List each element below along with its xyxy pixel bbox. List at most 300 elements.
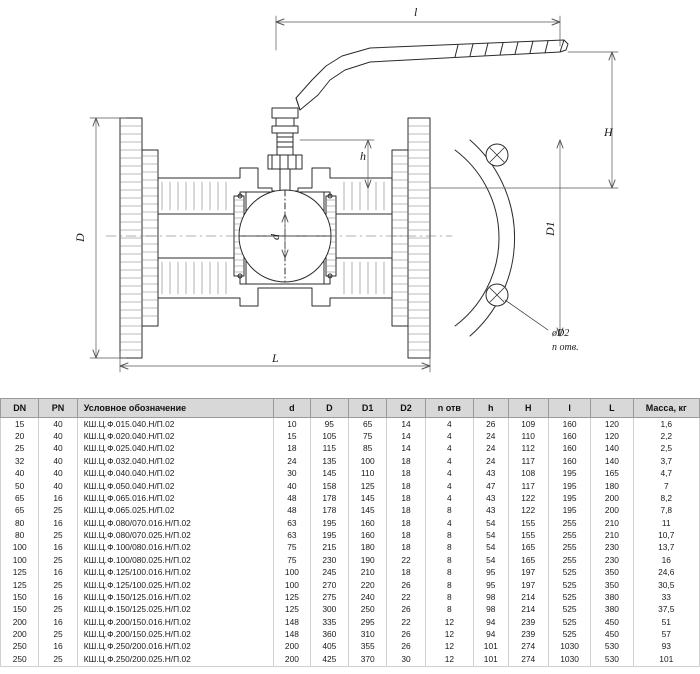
table-cell: КШ.Ц.Ф.100/080.016.Н/П.02 <box>77 542 273 554</box>
table-cell: 26 <box>387 628 425 640</box>
table-cell: 250 <box>349 604 387 616</box>
table-cell: 405 <box>310 641 348 653</box>
col-n-otv: n отв <box>425 399 473 418</box>
table-cell: КШ.Ц.Ф.125/100.016.Н/П.02 <box>77 567 273 579</box>
table-cell: 11 <box>633 517 699 529</box>
table-cell: 380 <box>591 604 633 616</box>
table-cell: 125 <box>274 604 310 616</box>
table-cell: 335 <box>310 616 348 628</box>
table-cell: 150 <box>1 604 39 616</box>
table-cell: 25 <box>39 628 77 640</box>
table-cell: 10,7 <box>633 529 699 541</box>
table-cell: 230 <box>591 542 633 554</box>
table-cell: 54 <box>474 517 509 529</box>
table-cell: 255 <box>548 517 590 529</box>
table-cell: 525 <box>548 591 590 603</box>
table-cell: 18 <box>387 492 425 504</box>
dim-label-n-otv: n отв. <box>552 342 579 353</box>
table-cell: 274 <box>508 641 548 653</box>
col-d: d <box>274 399 310 418</box>
table-cell: 200 <box>274 653 310 666</box>
table-cell: 20 <box>1 430 39 442</box>
table-cell: 195 <box>310 517 348 529</box>
table-cell: 155 <box>508 529 548 541</box>
col-mass: Масса, кг <box>633 399 699 418</box>
table-cell: 200 <box>591 505 633 517</box>
table-cell: 109 <box>508 418 548 431</box>
table-cell: 360 <box>310 628 348 640</box>
table-cell: 145 <box>349 505 387 517</box>
table-cell: 117 <box>508 455 548 467</box>
table-cell: 117 <box>508 480 548 492</box>
table-cell: 54 <box>474 542 509 554</box>
dim-label-D2: øD2 <box>552 328 570 339</box>
table-cell: 230 <box>591 554 633 566</box>
table-cell: 8 <box>425 542 473 554</box>
table-cell: 200 <box>1 616 39 628</box>
table-cell: 122 <box>508 505 548 517</box>
table-cell: 16 <box>39 616 77 628</box>
table-cell: КШ.Ц.Ф.125/100.025.Н/П.02 <box>77 579 273 591</box>
table-cell: 4 <box>425 517 473 529</box>
table-cell: 8 <box>425 591 473 603</box>
table-cell: 75 <box>274 542 310 554</box>
table-cell: 101 <box>474 653 509 666</box>
bolt-circle-view <box>455 140 548 336</box>
table-cell: 239 <box>508 628 548 640</box>
table-cell: 120 <box>591 418 633 431</box>
table-row <box>1 418 700 431</box>
table-cell: 95 <box>474 567 509 579</box>
table-cell: 15 <box>274 430 310 442</box>
col-L: L <box>591 399 633 418</box>
table-cell: 25 <box>39 604 77 616</box>
table-cell: 350 <box>591 567 633 579</box>
table-row <box>1 505 700 517</box>
table-row <box>1 604 700 616</box>
table-cell: 40 <box>39 418 77 431</box>
table-cell: 122 <box>508 492 548 504</box>
table-cell: КШ.Ц.Ф.080/070.016.Н/П.02 <box>77 517 273 529</box>
table-cell: 140 <box>591 443 633 455</box>
table-row <box>1 567 700 579</box>
table-cell: 380 <box>591 591 633 603</box>
table-cell: 54 <box>474 529 509 541</box>
col-dn: DN <box>1 399 39 418</box>
table-row <box>1 641 700 653</box>
table-row <box>1 579 700 591</box>
table-cell: 16 <box>39 517 77 529</box>
dim-label-d: d <box>268 234 282 240</box>
table-cell: КШ.Ц.Ф.025.040.Н/П.02 <box>77 443 273 455</box>
table-cell: 240 <box>349 591 387 603</box>
table-cell: 525 <box>548 579 590 591</box>
table-row <box>1 430 700 442</box>
table-cell: 270 <box>310 579 348 591</box>
table-cell: 100 <box>274 567 310 579</box>
col-pn: PN <box>39 399 77 418</box>
table-cell: 4 <box>425 443 473 455</box>
table-cell: КШ.Ц.Ф.100/080.025.Н/П.02 <box>77 554 273 566</box>
table-cell: 26 <box>387 604 425 616</box>
table-cell: 40 <box>39 480 77 492</box>
table-row <box>1 468 700 480</box>
table-cell: 4 <box>425 468 473 480</box>
table-cell: 57 <box>633 628 699 640</box>
table-cell: 210 <box>349 567 387 579</box>
table-cell: 195 <box>548 492 590 504</box>
table-cell: 148 <box>274 628 310 640</box>
table-cell: 18 <box>387 468 425 480</box>
table-cell: 18 <box>387 480 425 492</box>
table-cell: КШ.Ц.Ф.150/125.016.Н/П.02 <box>77 591 273 603</box>
table-cell: 525 <box>548 604 590 616</box>
table-cell: 75 <box>274 554 310 566</box>
col-H: H <box>508 399 548 418</box>
col-D1: D1 <box>349 399 387 418</box>
table-cell: 1030 <box>548 641 590 653</box>
table-cell: 145 <box>310 468 348 480</box>
table-cell: 115 <box>310 443 348 455</box>
table-cell: 98 <box>474 591 509 603</box>
table-cell: 51 <box>633 616 699 628</box>
lever-handle <box>296 40 568 110</box>
table-cell: 250 <box>1 653 39 666</box>
table-cell: 165 <box>508 554 548 566</box>
table-cell: 8 <box>425 567 473 579</box>
left-flange <box>120 118 158 358</box>
table-cell: 110 <box>508 430 548 442</box>
table-cell: 165 <box>508 542 548 554</box>
table-cell: 1030 <box>548 653 590 666</box>
table-cell: 94 <box>474 628 509 640</box>
table-cell: 220 <box>349 579 387 591</box>
dim-label-h: h <box>360 149 366 163</box>
table-cell: 18 <box>387 455 425 467</box>
table-cell: 8 <box>425 579 473 591</box>
table-cell: 135 <box>310 455 348 467</box>
table-row <box>1 492 700 504</box>
table-cell: 180 <box>349 542 387 554</box>
table-cell: 63 <box>274 529 310 541</box>
table-cell: 125 <box>1 567 39 579</box>
table-cell: 2,2 <box>633 430 699 442</box>
table-row <box>1 616 700 628</box>
specification-table-area <box>0 398 700 674</box>
table-row <box>1 542 700 554</box>
table-row <box>1 455 700 467</box>
table-cell: 101 <box>474 641 509 653</box>
table-cell: 1,6 <box>633 418 699 431</box>
table-cell: 4,7 <box>633 468 699 480</box>
table-cell: 18 <box>387 517 425 529</box>
table-cell: 200 <box>591 492 633 504</box>
table-cell: 250 <box>1 641 39 653</box>
table-cell: 160 <box>548 443 590 455</box>
dim-label-L: L <box>272 351 279 365</box>
table-cell: КШ.Ц.Ф.050.040.Н/П.02 <box>77 480 273 492</box>
table-cell: 195 <box>310 529 348 541</box>
table-cell: 101 <box>633 653 699 666</box>
table-cell: 18 <box>387 529 425 541</box>
table-cell: 13,7 <box>633 542 699 554</box>
table-cell: 8 <box>425 505 473 517</box>
table-cell: 110 <box>349 468 387 480</box>
table-cell: КШ.Ц.Ф.040.040.Н/П.02 <box>77 468 273 480</box>
col-l: l <box>548 399 590 418</box>
table-cell: 85 <box>349 443 387 455</box>
table-cell: 300 <box>310 604 348 616</box>
table-cell: 215 <box>310 542 348 554</box>
table-cell: 200 <box>1 628 39 640</box>
table-cell: 75 <box>349 430 387 442</box>
table-cell: 100 <box>274 579 310 591</box>
table-cell: 145 <box>349 492 387 504</box>
dim-label-l: l <box>414 5 418 19</box>
table-cell: 450 <box>591 628 633 640</box>
table-cell: 370 <box>349 653 387 666</box>
table-cell: 125 <box>274 591 310 603</box>
table-cell: 54 <box>474 554 509 566</box>
table-cell: 112 <box>508 443 548 455</box>
table-cell: 195 <box>548 480 590 492</box>
table-cell: 450 <box>591 616 633 628</box>
col-D: D <box>310 399 348 418</box>
table-cell: 200 <box>274 641 310 653</box>
table-cell: КШ.Ц.Ф.032.040.Н/П.02 <box>77 455 273 467</box>
valve-stem <box>268 108 302 191</box>
table-cell: 26 <box>474 418 509 431</box>
table-cell: 355 <box>349 641 387 653</box>
table-cell: 525 <box>548 567 590 579</box>
dim-label-H: H <box>604 125 613 139</box>
table-cell: 8 <box>425 529 473 541</box>
table-cell: КШ.Ц.Ф.020.040.Н/П.02 <box>77 430 273 442</box>
table-cell: 100 <box>1 542 39 554</box>
table-row <box>1 591 700 603</box>
table-cell: 8 <box>425 554 473 566</box>
table-cell: 65 <box>1 492 39 504</box>
table-cell: КШ.Ц.Ф.250/200.025.Н/П.02 <box>77 653 273 666</box>
table-cell: 195 <box>548 468 590 480</box>
table-cell: 197 <box>508 567 548 579</box>
table-cell: 155 <box>508 517 548 529</box>
table-cell: 148 <box>274 616 310 628</box>
table-cell: 195 <box>548 505 590 517</box>
table-cell: 22 <box>387 616 425 628</box>
table-cell: 125 <box>1 579 39 591</box>
table-cell: 4 <box>425 492 473 504</box>
table-cell: 525 <box>548 628 590 640</box>
table-cell: 4 <box>425 480 473 492</box>
table-row <box>1 529 700 541</box>
table-cell: 160 <box>349 529 387 541</box>
table-cell: 80 <box>1 517 39 529</box>
table-cell: 25 <box>39 529 77 541</box>
table-cell: 178 <box>310 505 348 517</box>
table-cell: КШ.Ц.Ф.200/150.016.Н/П.02 <box>77 616 273 628</box>
table-cell: 530 <box>591 653 633 666</box>
table-cell: 160 <box>349 517 387 529</box>
table-cell: 4 <box>425 418 473 431</box>
table-cell: 160 <box>548 430 590 442</box>
table-cell: КШ.Ц.Ф.015.040.Н/П.02 <box>77 418 273 431</box>
table-cell: 30 <box>274 468 310 480</box>
table-cell: 95 <box>310 418 348 431</box>
table-cell: 50 <box>1 480 39 492</box>
table-cell: 18 <box>387 542 425 554</box>
table-cell: 15 <box>1 418 39 431</box>
table-cell: 14 <box>387 443 425 455</box>
table-row <box>1 517 700 529</box>
table-cell: 22 <box>387 554 425 566</box>
table-cell: 275 <box>310 591 348 603</box>
table-cell: 14 <box>387 418 425 431</box>
table-header-row <box>1 399 700 418</box>
table-cell: 4 <box>425 455 473 467</box>
dim-label-D1: D1 <box>543 221 557 236</box>
table-cell: 24 <box>474 455 509 467</box>
table-cell: 16 <box>39 641 77 653</box>
table-cell: 33 <box>633 591 699 603</box>
table-cell: 18 <box>387 567 425 579</box>
table-cell: 24,6 <box>633 567 699 579</box>
table-cell: 245 <box>310 567 348 579</box>
table-cell: 43 <box>474 505 509 517</box>
table-cell: 214 <box>508 591 548 603</box>
table-cell: КШ.Ц.Ф.080/070.025.Н/П.02 <box>77 529 273 541</box>
table-cell: 37,5 <box>633 604 699 616</box>
table-cell: 43 <box>474 468 509 480</box>
table-cell: 93 <box>633 641 699 653</box>
table-cell: 40 <box>39 430 77 442</box>
table-cell: 160 <box>548 455 590 467</box>
table-cell: 30 <box>387 653 425 666</box>
table-cell: 120 <box>591 430 633 442</box>
col-D2: D2 <box>387 399 425 418</box>
table-cell: 14 <box>387 430 425 442</box>
table-cell: 24 <box>474 443 509 455</box>
table-cell: 350 <box>591 579 633 591</box>
table-cell: 25 <box>39 554 77 566</box>
table-cell: 425 <box>310 653 348 666</box>
table-row <box>1 443 700 455</box>
table-cell: 63 <box>274 517 310 529</box>
table-cell: 3,7 <box>633 455 699 467</box>
table-cell: 125 <box>349 480 387 492</box>
table-cell: 165 <box>591 468 633 480</box>
table-cell: 25 <box>39 579 77 591</box>
table-cell: 40 <box>1 468 39 480</box>
table-row <box>1 480 700 492</box>
table-cell: 105 <box>310 430 348 442</box>
table-cell: 255 <box>548 542 590 554</box>
table-cell: КШ.Ц.Ф.250/200.016.Н/П.02 <box>77 641 273 653</box>
table-cell: 10 <box>274 418 310 431</box>
table-cell: 40 <box>39 468 77 480</box>
specification-table <box>0 398 700 667</box>
table-cell: 108 <box>508 468 548 480</box>
table-cell: 16 <box>39 591 77 603</box>
table-cell: 150 <box>1 591 39 603</box>
table-cell: 12 <box>425 616 473 628</box>
table-cell: 16 <box>39 567 77 579</box>
col-designation: Условное обозначение <box>77 399 273 418</box>
table-cell: 94 <box>474 616 509 628</box>
table-cell: 295 <box>349 616 387 628</box>
table-cell: 2,5 <box>633 443 699 455</box>
table-cell: 40 <box>39 455 77 467</box>
table-cell: 310 <box>349 628 387 640</box>
table-cell: 65 <box>349 418 387 431</box>
table-body <box>1 418 700 667</box>
table-cell: 160 <box>548 418 590 431</box>
table-cell: 26 <box>387 641 425 653</box>
table-cell: 274 <box>508 653 548 666</box>
table-cell: 4 <box>425 430 473 442</box>
table-cell: 12 <box>425 641 473 653</box>
table-cell: 525 <box>548 616 590 628</box>
table-cell: 25 <box>39 505 77 517</box>
table-cell: 43 <box>474 492 509 504</box>
table-cell: 8 <box>425 604 473 616</box>
table-cell: 210 <box>591 529 633 541</box>
table-cell: 7 <box>633 480 699 492</box>
table-cell: КШ.Ц.Ф.150/125.025.Н/П.02 <box>77 604 273 616</box>
table-cell: 95 <box>474 579 509 591</box>
table-cell: 100 <box>349 455 387 467</box>
table-cell: 100 <box>1 554 39 566</box>
table-cell: 255 <box>548 529 590 541</box>
table-row <box>1 628 700 640</box>
table-cell: 26 <box>387 579 425 591</box>
table-cell: 40 <box>274 480 310 492</box>
table-cell: 48 <box>274 492 310 504</box>
table-cell: 25 <box>1 443 39 455</box>
table-cell: 24 <box>474 430 509 442</box>
table-cell: 16 <box>39 542 77 554</box>
table-cell: 8,2 <box>633 492 699 504</box>
table-cell: 7,8 <box>633 505 699 517</box>
table-cell: 30,5 <box>633 579 699 591</box>
table-cell: 140 <box>591 455 633 467</box>
table-cell: 40 <box>39 443 77 455</box>
table-cell: 16 <box>39 492 77 504</box>
table-cell: 214 <box>508 604 548 616</box>
table-row <box>1 653 700 666</box>
col-h: h <box>474 399 509 418</box>
dim-label-D: D <box>73 233 87 242</box>
table-cell: КШ.Ц.Ф.200/150.025.Н/П.02 <box>77 628 273 640</box>
table-cell: 24 <box>274 455 310 467</box>
table-cell: 210 <box>591 517 633 529</box>
table-cell: 80 <box>1 529 39 541</box>
table-cell: КШ.Ц.Ф.065.025.Н/П.02 <box>77 505 273 517</box>
table-row <box>1 554 700 566</box>
table-cell: 25 <box>39 653 77 666</box>
table-cell: 65 <box>1 505 39 517</box>
right-flange <box>392 118 430 358</box>
table-cell: 48 <box>274 505 310 517</box>
table-cell: 18 <box>274 443 310 455</box>
table-cell: 98 <box>474 604 509 616</box>
table-cell: 180 <box>591 480 633 492</box>
table-cell: 230 <box>310 554 348 566</box>
table-cell: 178 <box>310 492 348 504</box>
table-cell: 12 <box>425 653 473 666</box>
table-cell: 190 <box>349 554 387 566</box>
table-cell: 47 <box>474 480 509 492</box>
